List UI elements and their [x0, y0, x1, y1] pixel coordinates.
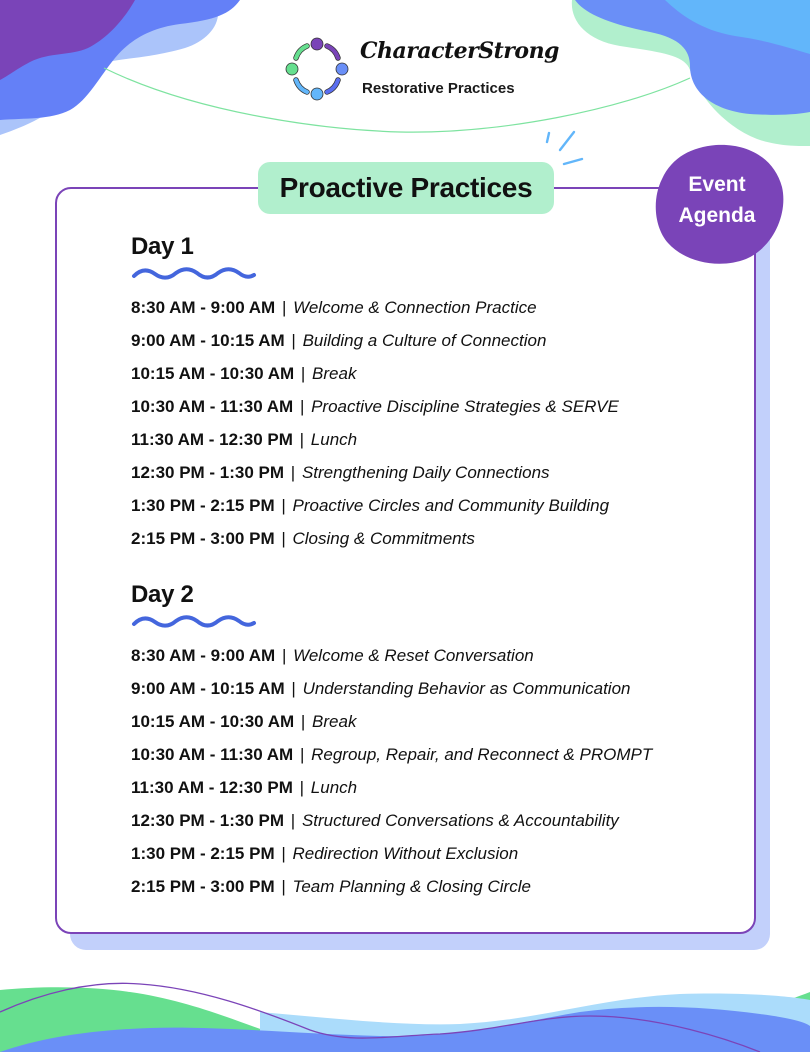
separator: | [299, 745, 305, 764]
brand-name: CharacterStrong [360, 38, 559, 64]
separator: | [299, 397, 305, 416]
session-name: Building a Culture of Connection [302, 331, 547, 350]
session-name: Understanding Behavior as Communication [302, 679, 631, 698]
brand-subtitle: Restorative Practices [362, 80, 515, 97]
schedule-row [131, 522, 619, 555]
separator: | [281, 877, 286, 896]
session-name: Redirection Without Exclusion [292, 844, 519, 863]
separator: | [300, 364, 306, 383]
squiggle-underline-icon [131, 615, 257, 629]
page-title: Proactive Practices [279, 172, 533, 203]
day-1-schedule [131, 291, 619, 555]
badge-line-1: Event [688, 173, 746, 196]
schedule-row [131, 489, 619, 522]
time-range: 10:15 AM - 10:30 AM [131, 712, 295, 731]
time-range: 12:30 PM - 1:30 PM [131, 463, 285, 482]
schedule-row [131, 324, 619, 357]
separator: | [281, 496, 286, 515]
time-range: 12:30 PM - 1:30 PM [131, 811, 285, 830]
session-name: Welcome & Reset Conversation [293, 646, 534, 665]
schedule-row [131, 291, 619, 324]
schedule-row [131, 804, 652, 837]
schedule-row [131, 738, 652, 771]
time-range: 8:30 AM - 9:00 AM [131, 298, 276, 317]
session-name: Proactive Discipline Strategies & SERVE [311, 397, 619, 416]
time-range: 11:30 AM - 12:30 PM [131, 778, 293, 797]
schedule-row [131, 870, 652, 903]
badge-line-2: Agenda [678, 204, 756, 227]
schedule-row [131, 456, 619, 489]
time-range: 9:00 AM - 10:15 AM [131, 331, 285, 350]
time-range: 10:30 AM - 11:30 AM [131, 397, 294, 416]
session-name: Team Planning & Closing Circle [292, 877, 531, 896]
session-name: Proactive Circles and Community Building [292, 496, 610, 515]
time-range: 10:30 AM - 11:30 AM [131, 745, 294, 764]
day-2-schedule [131, 639, 652, 903]
separator: | [291, 679, 296, 698]
session-name: Welcome & Connection Practice [293, 298, 537, 317]
schedule-row [131, 357, 619, 390]
session-name: Break [312, 364, 357, 383]
schedule-row [131, 771, 652, 804]
session-name: Lunch [310, 778, 358, 797]
day-2-title: Day 2 [131, 581, 194, 608]
squiggle-underline-icon [131, 267, 257, 281]
schedule-row [131, 390, 619, 423]
separator: | [281, 646, 287, 665]
session-name: Structured Conversations & Accountability [301, 811, 619, 830]
separator: | [281, 844, 286, 863]
session-name: Regroup, Repair, and Reconnect & PROMPT [311, 745, 653, 764]
time-range: 1:30 PM - 2:15 PM [131, 496, 275, 515]
session-name: Lunch [310, 430, 358, 449]
time-range: 2:15 PM - 3:00 PM [131, 529, 275, 548]
separator: | [290, 811, 296, 830]
separator: | [281, 298, 287, 317]
day-1-section [131, 233, 619, 555]
session-name: Strengthening Daily Connections [301, 463, 550, 482]
time-range: 2:15 PM - 3:00 PM [131, 877, 275, 896]
schedule-row [131, 423, 619, 456]
title-pill [258, 162, 554, 214]
session-name: Break [312, 712, 357, 731]
separator: | [299, 430, 305, 449]
separator: | [299, 778, 305, 797]
schedule-row [131, 639, 652, 672]
schedule-row [131, 672, 652, 705]
session-name: Closing & Commitments [292, 529, 475, 548]
day-1-title: Day 1 [131, 233, 194, 260]
separator: | [290, 463, 296, 482]
separator: | [300, 712, 306, 731]
brand-logo [284, 36, 559, 102]
time-range: 10:15 AM - 10:30 AM [131, 364, 295, 383]
schedule-row [131, 837, 652, 870]
circle-of-people-icon [284, 36, 350, 102]
time-range: 8:30 AM - 9:00 AM [131, 646, 276, 665]
schedule-row [131, 705, 652, 738]
day-2-section [131, 581, 652, 903]
time-range: 11:30 AM - 12:30 PM [131, 430, 293, 449]
time-range: 9:00 AM - 10:15 AM [131, 679, 285, 698]
separator: | [281, 529, 286, 548]
event-agenda-badge [654, 143, 786, 265]
sparkle-lines-icon [540, 128, 590, 168]
time-range: 1:30 PM - 2:15 PM [131, 844, 275, 863]
separator: | [291, 331, 296, 350]
